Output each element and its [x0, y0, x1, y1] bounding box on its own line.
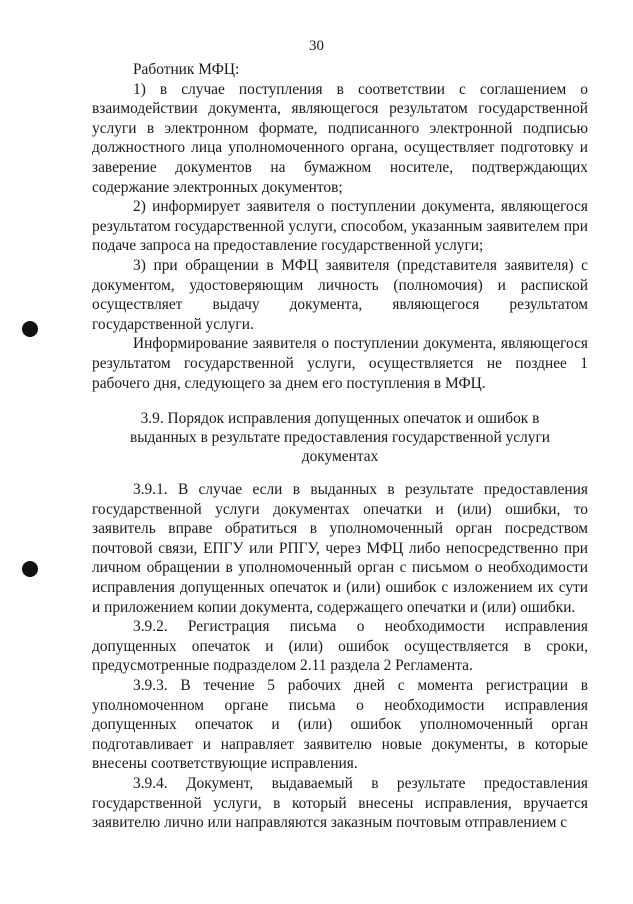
- paragraph-item-2: 2) информирует заявителя о поступлении документа, являющегося результатом государственной услуги, способом, указанным заявителем при подаче запроса на предоставление государственной услуги;: [92, 198, 588, 255]
- paragraph-3-9-4: 3.9.4. Документ, выдаваемый в результате предоставления государственной услуги, в который внесены исправления, вручается заявителю лично или направляются заказным почтовым отправлением с: [92, 775, 588, 832]
- paragraph-informing: Информирование заявителя о поступлении документа, являющегося результатом государственной услуги, осуществляется не позднее 1 рабочего дня, следующего за днем его поступления в МФЦ.: [92, 335, 588, 392]
- document-body: [92, 60, 588, 833]
- section-heading: 3.9. Порядок исправления допущенных опечаток и ошибок в выданных в результате предоставления государственной услуги документах: [129, 410, 551, 466]
- paragraph-3-9-2: 3.9.2. Регистрация письма о необходимости исправления допущенных опечаток и (или) ошибок осуществляется в сроки, предусмотренные подразделом 2.11 раздела 2 Регламента.: [92, 618, 588, 675]
- paragraph-item-3: 3) при обращении в МФЦ заявителя (представителя заявителя) с документом, удостоверяющим личность (полномочия) и распиской осуществляет выдачу документа, являющегося результатом государственной услуги.: [92, 256, 588, 333]
- paragraph-3-9-1: 3.9.1. В случае если в выданных в результате предоставления государственной услуги документах опечатки и (или) ошибки, то заявитель вправе обратиться в уполномоченный орган посредством почтовой связи, ЕПГУ или РПГУ, через МФЦ либо непосредственно при личном обращении в уполномоченный орган с письмом о необходимости исправления допущенных опечаток и (или) ошибок с изложением их сути и приложением копии документа, содержащего опечатки и (или) ошибки.: [92, 481, 588, 616]
- punch-hole-top: [22, 321, 38, 337]
- punch-hole-bottom: [22, 561, 38, 577]
- page-number: 30: [309, 38, 324, 54]
- paragraph-item-1: 1) в случае поступления в соответствии с соглашением о взаимодействии документа, являющегося результатом государственной услуги в электронном формате, подписанного электронной подписью должностного лица уполномоченного органа, осуществляет подготовку и заверение документов на бумажном носителе, подтверждающих содержание электронных документов;: [92, 80, 588, 196]
- paragraph-mfc-worker: Работник МФЦ:: [133, 61, 240, 78]
- paragraph-3-9-3: 3.9.3. В течение 5 рабочих дней с момента регистрации в уполномоченном органе письма о необходимости исправления допущенных опечаток и (или) ошибок уполномоченный орган подготавливает и направляет заявителю новые документы, в которые внесены соответствующие исправления.: [92, 677, 588, 773]
